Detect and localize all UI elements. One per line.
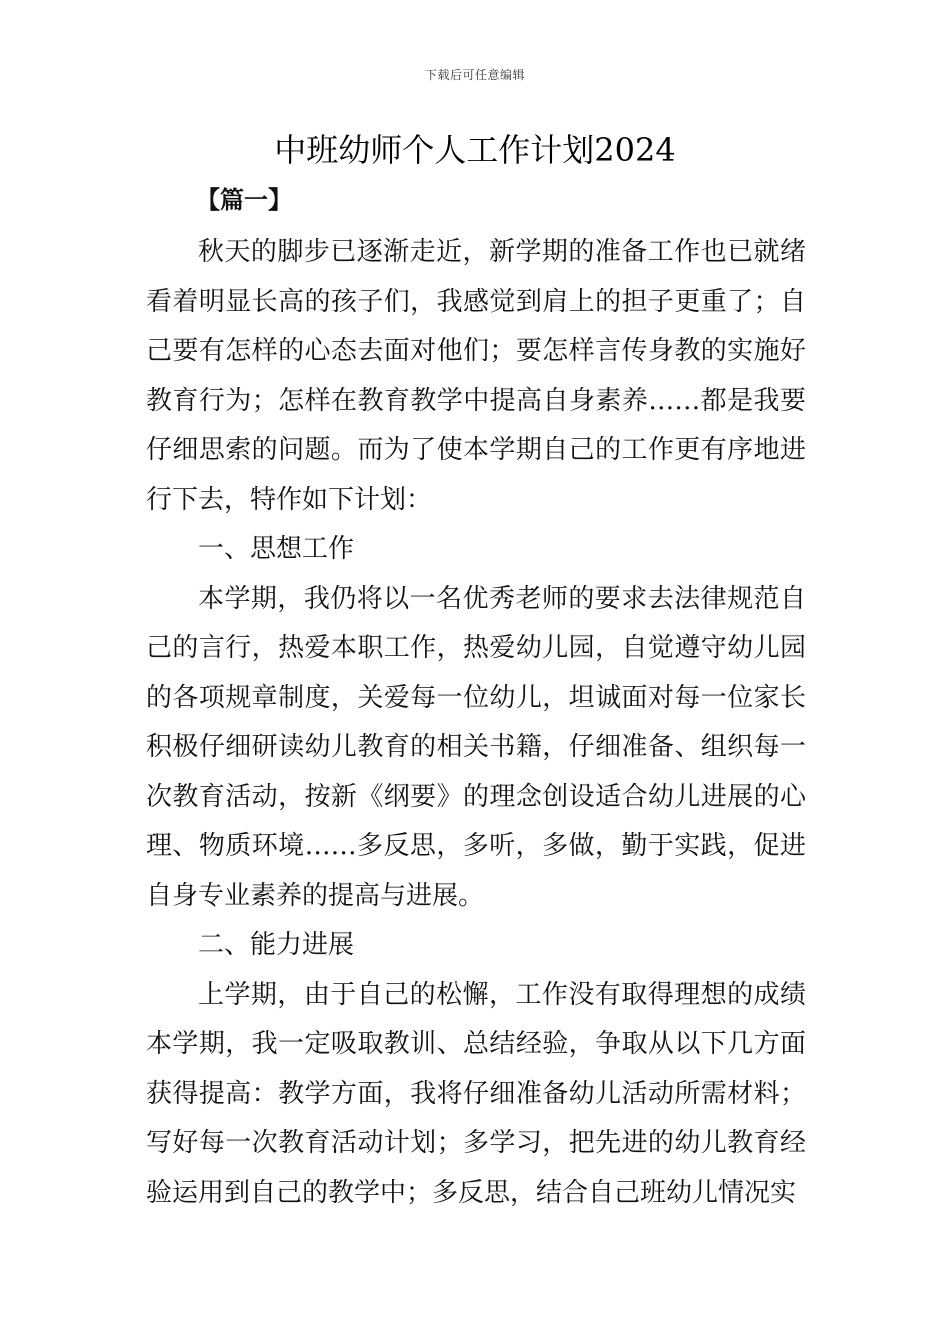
section-mark: 【篇一】 <box>196 185 292 214</box>
paragraph-ability: 上学期，由于自己的松懈，工作没有取得理想的成绩本学期，我一定吸取教训、总结经验，争取从以下几方面获得提高：教学方面，我将仔细准备幼儿活动所需材料；写好每一次教育活动计划；多学习，把先进的幼儿教育经验运用到自己的教学中；多反思，结合自己班幼儿情况实 <box>146 979 806 1208</box>
section-heading-ability: 二、能力进展 <box>198 930 355 960</box>
document-body <box>146 228 806 1218</box>
section-heading-thought: 一、思想工作 <box>198 534 355 564</box>
document-title: 中班幼师个人工作计划2024 <box>274 131 676 169</box>
page-header-note: 下载后可任意编辑 <box>424 68 525 82</box>
paragraph-thought: 本学期，我仍将以一名优秀老师的要求去法律规范自己的言行，热爱本职工作，热爱幼儿园，自觉遵守幼儿园的各项规章制度，关爱每一位幼儿，坦诚面对每一位家长积极仔细研读幼儿教育的相关书籍，仔细准备、组织每一次教育活动，按新《纲要》的理念创设适合幼儿进展的心理、物质环境……多反思，多听，多做，勤于实践，促进自身专业素养的提高与进展。 <box>146 583 806 911</box>
paragraph-intro: 秋天的脚步已逐渐走近，新学期的准备工作也已就绪看着明显长高的孩子们，我感觉到肩上的担子更重了；自己要有怎样的心态去面对他们；要怎样言传身教的实施好教育行为；怎样在教育教学中提高自身素养……都是我要仔细思索的问题。而为了使本学期自己的工作更有序地进行下去，特作如下计划： <box>146 237 806 515</box>
